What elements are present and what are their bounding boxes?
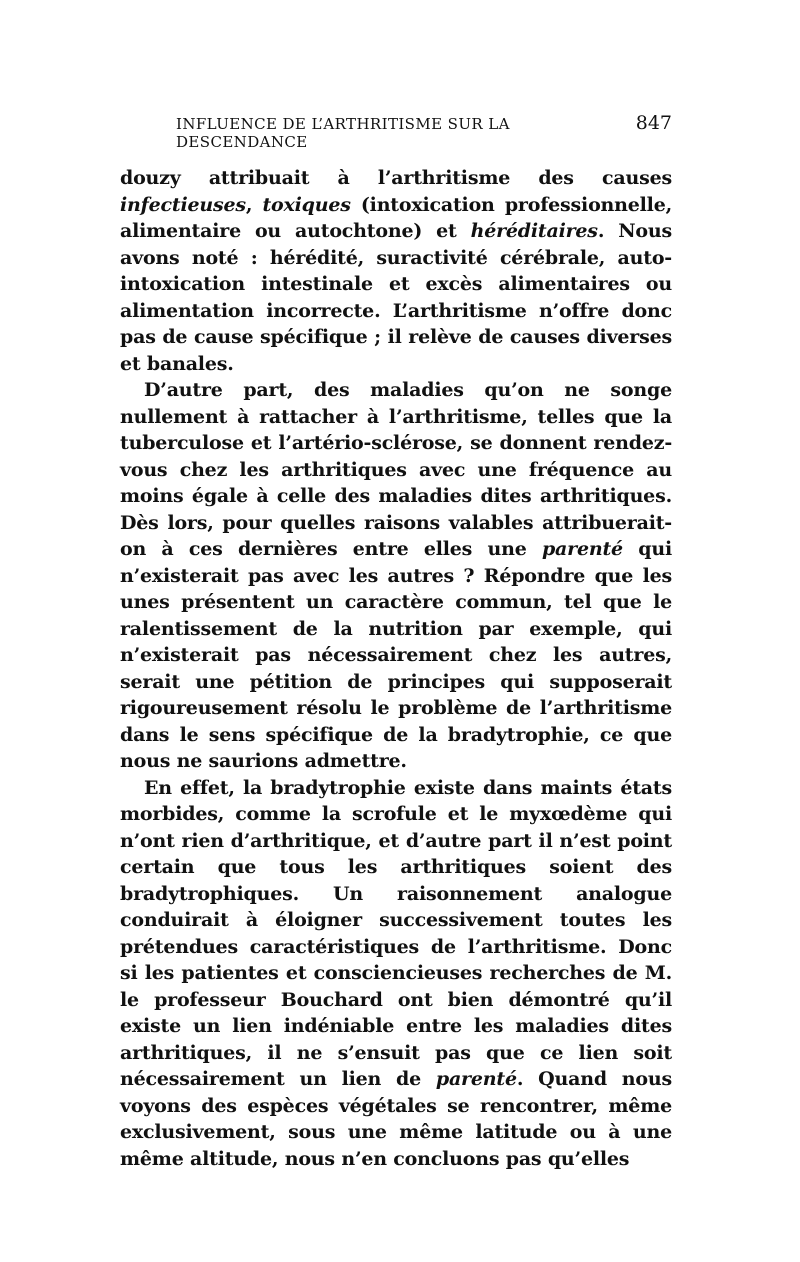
italic-term: parenté [541, 538, 623, 560]
text-run: (intoxication professionnelle, alimentaire ou autochtone) et [120, 193, 672, 242]
text-run: En effet, la bradytrophie existe dans maints états morbides, comme la scrofule et le myxœdème qui n’ont rien d’arthritique, et d’autre part il n’est point certain que tous les arthritiques soient des bradytrophiques. Un raisonnement analogue conduirait à éloigner successivement toutes les prétendues caractéristiques de l’arthritisme. Donc si les patientes et consciencieuses recherches de M. le professeur Bouchard ont bien démontré qu’il existe un lien indéniable entre les maladies dites arthritiques, il ne s’ensuit pas que ce lien soit nécessairement un lien de [120, 776, 672, 1090]
text-run: D’autre part, des maladies qu’on ne songe nullement à rattacher à l’arthritisme, telles que la tuberculose et l’artério-sclérose, se donnent rendez-vous chez les arthritiques avec une fréquence au moins égale à celle des maladies dites arthritiques. Dès lors, pour quelles raisons valables attribuerait-on à ces dernières entre elles une [120, 379, 672, 560]
italic-term: parenté [435, 1068, 517, 1090]
running-header [120, 112, 672, 151]
paragraph-3 [120, 775, 672, 1173]
italic-term: infectieuses [120, 193, 246, 216]
text-run: douzy attribuait à l’arthritisme des causes [120, 167, 672, 189]
running-title: INFLUENCE DE L’ARTHRITISME SUR LA DESCENDANCE [176, 115, 510, 151]
text-run: qui n’existerait pas avec les autres ? Répondre que les unes présentent un caractère commun, tel que le ralentissement de la nutrition par exemple, qui n’existerait pas nécessairement chez les autres, serait une pétition de principes qui supposerait rigoureusement résolu le problème de l’arthritisme dans le sens spécifique de la bradytrophie, ce que nous ne saurions admettre. [120, 538, 672, 772]
book-page [120, 112, 672, 1172]
paragraph-2 [120, 377, 672, 775]
text-run: . Nous avons noté : hérédité, suractivité cérébrale, auto-intoxication intestinale et excès alimentaires ou alimentation incorrecte. L’arthritisme n’offre donc pas de cause spécifique ; il relève de causes diverses et banales. [120, 220, 672, 375]
text-run: . Quand nous voyons des espèces végétales se rencontrer, même exclusivement, sous une même latitude ou à une même altitude, nous n’en concluons pas qu’elles [120, 1068, 673, 1170]
italic-term: toxiques [262, 193, 351, 216]
page-number: 847 [635, 112, 672, 134]
italic-term: héréditaires [470, 220, 598, 242]
body-text [120, 165, 672, 1172]
text-run: , [245, 193, 263, 216]
paragraph-1 [120, 165, 672, 377]
